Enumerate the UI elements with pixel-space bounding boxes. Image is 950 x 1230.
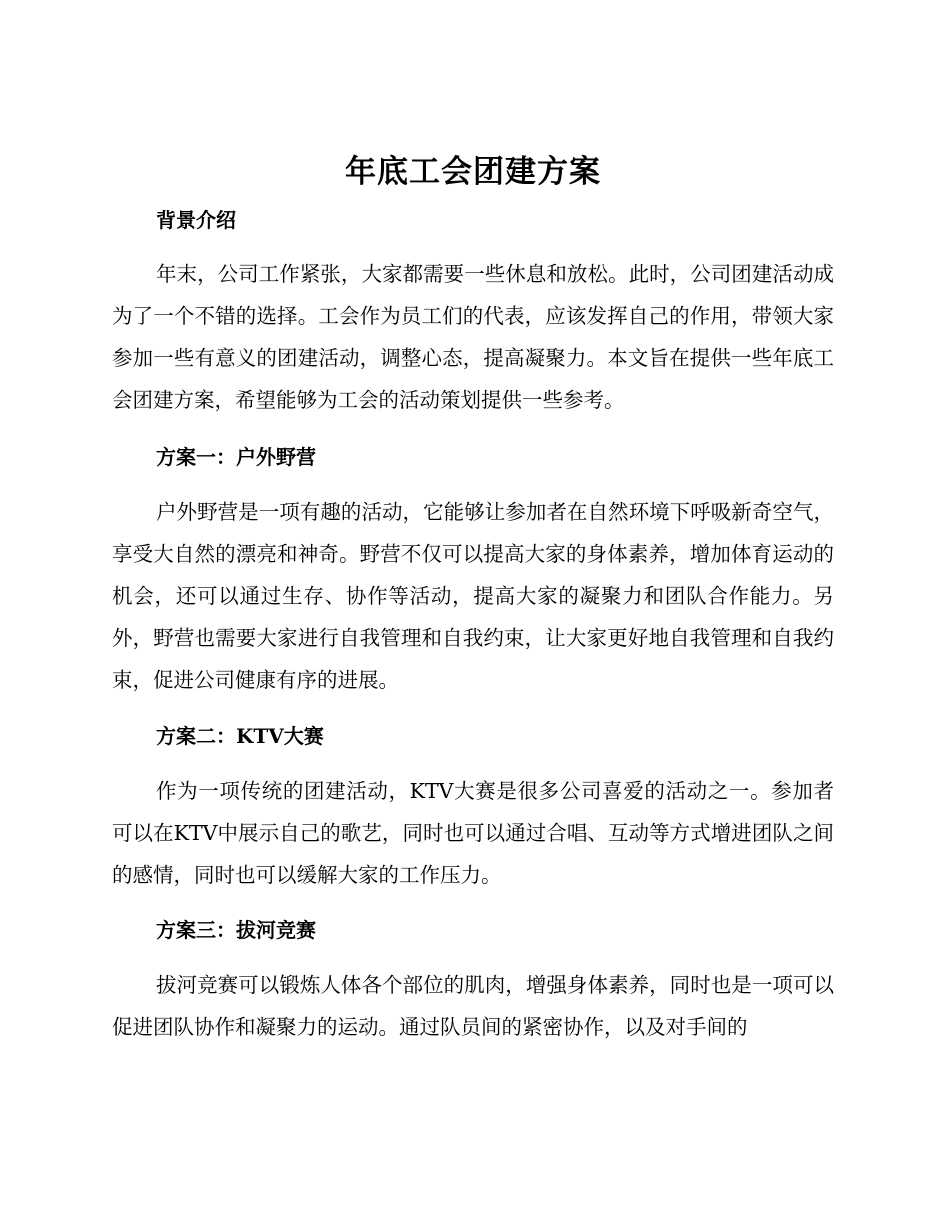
paragraph-background: 年末，公司工作紧张，大家都需要一些休息和放松。此时，公司团建活动成为了一个不错的选择。工会作为员工们的代表，应该发挥自己的作用，带领大家参加一些有意义的团建活动，调整心态，提高凝聚力。本文旨在提供一些年底工会团建方案，希望能够为工会的活动策划提供一些参考。 (112, 262, 834, 412)
paragraph-plan-one: 户外野营是一项有趣的活动，它能够让参加者在自然环境下呼吸新奇空气，享受大自然的漂亮和神奇。野营不仅可以提高大家的身体素养，增加体育运动的机会，还可以通过生存、协作等活动，提高大家的凝聚力和团队合作能力。另外，野营也需要大家进行自我管理和自我约束，让大家更好地自我管理和自我约束，促进公司健康有序的进展。 (112, 500, 834, 692)
paragraph-plan-two: 作为一项传统的团建活动，KTV大赛是很多公司喜爱的活动之一。参加者可以在KTV中展示自己的歌艺，同时也可以通过合唱、互动等方式增进团队之间的感情，同时也可以缓解大家的工作压力。 (112, 779, 834, 887)
section-heading-plan-three: 方案三：拔河竞赛 (156, 918, 316, 942)
paragraph-plan-three: 拔河竞赛可以锻炼人体各个部位的肌肉，增强身体素养，同时也是一项可以促进团队协作和凝聚力的运动。通过队员间的紧密协作，以及对手间的 (112, 973, 834, 1039)
section-heading-background: 背景介绍 (156, 208, 236, 232)
section-heading-plan-two: 方案二：KTV大赛 (156, 724, 324, 748)
document-page (112, 0, 834, 1230)
section-heading-plan-one: 方案一：户外野营 (156, 445, 316, 469)
document-title: 年底工会团建方案 (345, 154, 601, 190)
